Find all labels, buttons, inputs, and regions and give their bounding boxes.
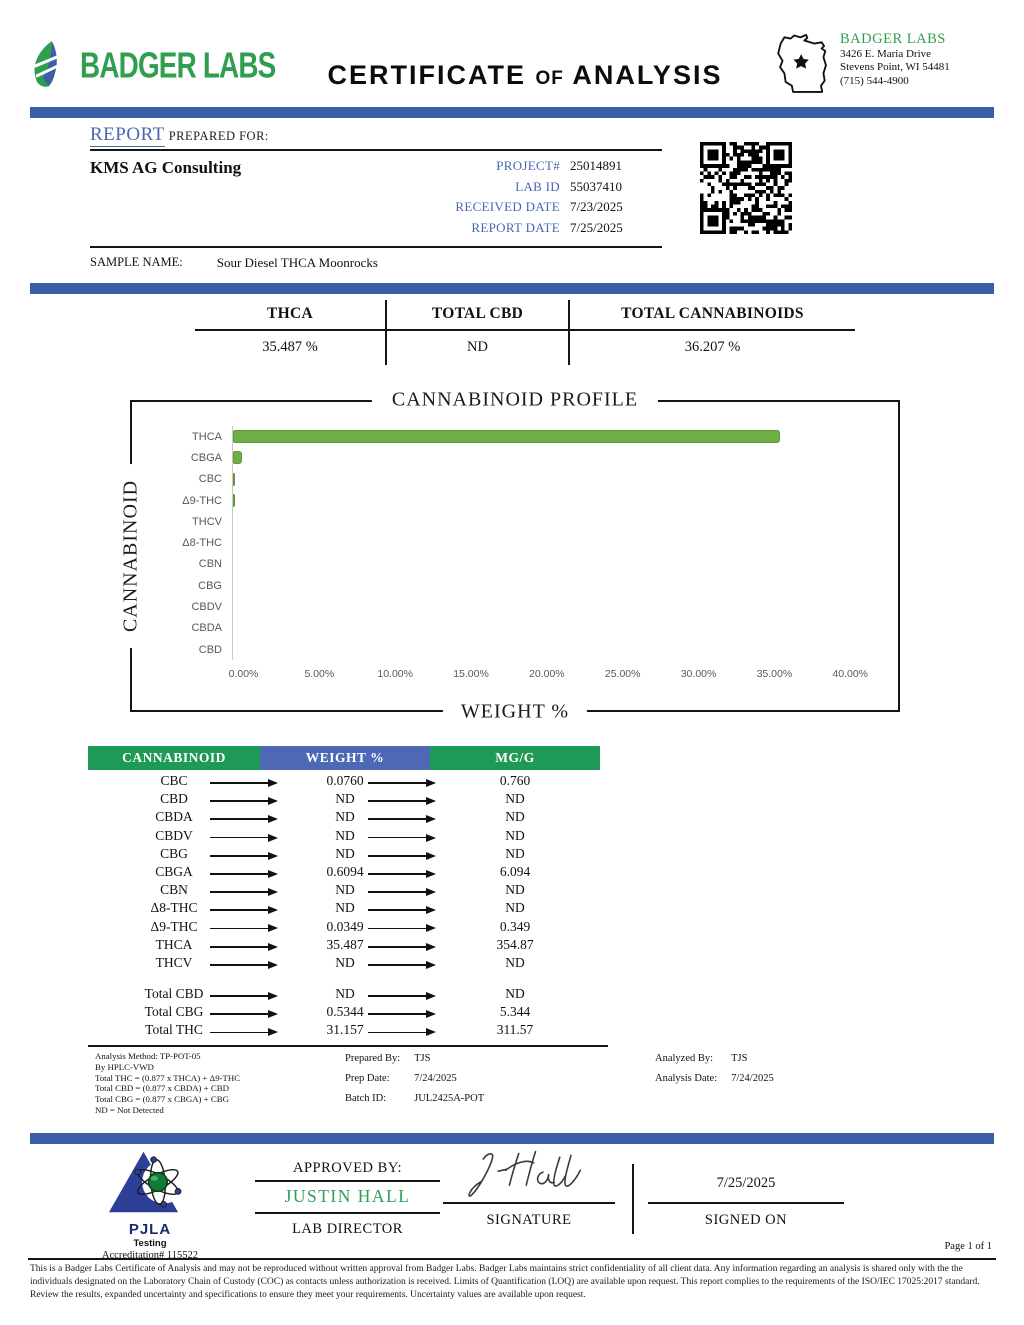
- arrow-icon: [368, 909, 434, 911]
- arrow-icon: [368, 855, 434, 857]
- chart-category-label: CBN: [198, 558, 222, 571]
- footnote-line: ND = Not Detected: [95, 1104, 164, 1115]
- mg-per-g-value: 0.760: [499, 773, 531, 788]
- cannabinoid-table-header: [88, 746, 600, 770]
- chart-category-label: CBD: [198, 643, 222, 656]
- cannabinoid-table: [88, 746, 600, 1047]
- footnote-line: By HPLC-VWD: [95, 1061, 154, 1072]
- pjla-logo-icon: [91, 1205, 209, 1222]
- client-name: KMS AG Consulting: [90, 158, 242, 177]
- footnote-line: Total CBD = (0.877 x CBDA) + CBD: [95, 1083, 229, 1094]
- chart-row: [148, 575, 876, 596]
- footer-disclaimer: This is a Badger Labs Certificate of Analysis and may not be reproduced without written approval from Badger Labs. Badger Labs maintains strict confidentiality of all client data. Any information regarding an analysis is shared only with the the individuals designated on the Laboratory Chain of Custody (COC) as contacts unless authorization is received. Limits of Quantification (LOQ) are available upon request. This report complies to the requirements of the ISO/IEC 17025:2017 standard. Review the results, expanded uncertainty and specifications to ensure they meet your requirements. Uncertainty values are available upon request.: [30, 1264, 980, 1301]
- arrow-icon: [368, 782, 434, 784]
- chart-row: [148, 639, 876, 660]
- signed-on-block: [648, 1146, 844, 1229]
- analysis-method-notes: [95, 1051, 345, 1116]
- chart-bar-track: [232, 490, 876, 511]
- signature-block: [443, 1146, 615, 1229]
- table-row: [88, 864, 600, 882]
- chart-bar-track: [232, 426, 876, 447]
- report-fields: [400, 156, 662, 238]
- chart-category-label: CBDV: [191, 601, 222, 614]
- pjla-testing-label: Testing: [133, 1238, 167, 1249]
- cannabinoid-name: CBC: [160, 773, 188, 788]
- table-row: [88, 791, 600, 809]
- mg-per-g-value: 5.344: [499, 1004, 531, 1020]
- field-label: LAB ID: [515, 178, 560, 194]
- footnote-line: Total THC = (0.877 x THCA) + Δ9-THC: [95, 1072, 241, 1083]
- mg-per-g-value: ND: [505, 809, 525, 825]
- pjla-accreditation-number: Accreditation# 115522: [101, 1250, 199, 1261]
- signature-label: SIGNATURE: [486, 1212, 572, 1228]
- sample-name-value: Sour Diesel THCA Moonrocks: [216, 255, 378, 270]
- table-row: [88, 986, 600, 1004]
- analysis-value: TJS: [731, 1053, 748, 1064]
- chart-bar-track: [232, 554, 876, 575]
- chart-bar-track: [232, 532, 876, 553]
- lab-address-1: 3426 E. Maria Drive: [840, 47, 932, 60]
- x-tick-label: 0.00%: [228, 668, 259, 681]
- chart-bar-track: [232, 511, 876, 532]
- mg-per-g-value: 0.349: [499, 918, 531, 934]
- table-row: [88, 846, 600, 864]
- weight-percent-value: ND: [335, 882, 355, 898]
- arrow-icon: [368, 891, 434, 893]
- field-value: 7/25/2025: [570, 219, 623, 235]
- lab-director-name: JUSTIN HALL: [255, 1182, 440, 1214]
- weight-percent-value: ND: [335, 900, 355, 916]
- prep-value: 7/24/2025: [414, 1073, 457, 1084]
- mg-per-g-value: ND: [505, 882, 525, 898]
- header: [28, 26, 1000, 106]
- prep-label: Prepared By:: [345, 1053, 401, 1064]
- cannabinoid-name: Total THC: [145, 1022, 203, 1038]
- cannabinoid-name: CBDV: [155, 827, 193, 843]
- x-tick-label: 40.00%: [832, 668, 869, 681]
- column-header-cannabinoid: CANNABINOID: [88, 746, 260, 770]
- arrow-icon: [368, 1013, 434, 1015]
- chart-category-label: CBGA: [190, 451, 222, 464]
- chart-row: [148, 596, 876, 617]
- chart-row: [148, 532, 876, 553]
- cannabinoid-name: CBG: [160, 845, 188, 861]
- arrow-icon: [368, 800, 434, 802]
- table-row: [88, 773, 600, 791]
- chart-row: [148, 618, 876, 639]
- chart-row: [148, 490, 876, 511]
- mg-per-g-value: 6.094: [499, 863, 531, 879]
- cannabinoid-name: CBGA: [155, 863, 193, 879]
- footnote-line: Total CBG = (0.877 x CBGA) + CBG: [95, 1094, 229, 1105]
- lab-address-block: [772, 29, 1000, 104]
- prep-value: TJS: [414, 1053, 431, 1064]
- analysis-info: [655, 1053, 774, 1084]
- table-bottom-rule: [88, 1045, 608, 1047]
- x-tick-label: 20.00%: [529, 668, 565, 681]
- cannabinoid-name: Δ8-THC: [150, 900, 198, 916]
- wisconsin-map-icon: [772, 29, 834, 104]
- chart-bar-track: [232, 618, 876, 639]
- report-label: REPORT: [90, 124, 165, 145]
- cannabinoid-name: CBN: [160, 882, 188, 898]
- signed-on-label: SIGNED ON: [704, 1212, 788, 1228]
- cannabinoid-table-totals: [88, 986, 600, 1041]
- footer-rule: [28, 1258, 996, 1260]
- weight-percent-value: 0.0349: [326, 918, 364, 934]
- mg-per-g-value: ND: [505, 827, 525, 843]
- chart-row: [148, 447, 876, 468]
- cannabinoid-name: Total CBD: [144, 986, 204, 1002]
- mg-per-g-value: ND: [505, 900, 525, 916]
- mg-per-g-value: ND: [505, 986, 525, 1002]
- pjla-accreditation-block: [80, 1146, 220, 1261]
- chart-row: [148, 469, 876, 490]
- cannabinoid-name: Δ9-THC: [150, 918, 198, 934]
- weight-percent-value: 0.6094: [326, 863, 364, 879]
- lab-address-2: Stevens Point, WI 54481: [840, 61, 950, 73]
- table-row: [88, 937, 600, 955]
- field-value: 25014891: [570, 158, 622, 173]
- x-tick-label: 5.00%: [304, 668, 335, 681]
- table-row: [88, 1004, 600, 1022]
- report-heading: [90, 124, 662, 151]
- divider-bar-top: [30, 107, 994, 118]
- prep-label: Batch ID:: [345, 1093, 387, 1104]
- arrow-icon: [368, 818, 434, 820]
- qr-code: [700, 142, 792, 234]
- table-row: [88, 828, 600, 846]
- chart-category-label: CBC: [198, 473, 222, 486]
- summary-value-total-cannabinoids: 36.207 %: [684, 339, 741, 355]
- field-value: 55037410: [570, 178, 622, 194]
- table-row: [88, 955, 600, 973]
- prep-label: Prep Date:: [345, 1073, 390, 1084]
- cannabinoid-table-body: [88, 773, 600, 973]
- chart-bar: [233, 473, 235, 486]
- mg-per-g-value: ND: [505, 791, 525, 807]
- analysis-label: Analysis Date:: [655, 1073, 718, 1084]
- pjla-name: PJLA: [128, 1221, 172, 1238]
- column-header-weight: WEIGHT %: [260, 746, 430, 770]
- weight-percent-value: ND: [335, 954, 355, 970]
- field-value: 7/23/2025: [570, 199, 623, 214]
- chart-row: [148, 426, 876, 447]
- chart-bar-track: [232, 447, 876, 468]
- arrow-icon: [368, 873, 434, 875]
- table-row: [88, 809, 600, 827]
- summary-value-thca: 35.487 %: [262, 339, 318, 355]
- mg-per-g-value: ND: [505, 954, 525, 970]
- footnote-line: Analysis Method: TP-POT-05: [95, 1051, 201, 1061]
- leaf-icon: [28, 38, 74, 95]
- chart-bar: [233, 430, 780, 443]
- arrow-icon: [368, 995, 434, 997]
- arrow-icon: [368, 837, 434, 839]
- arrow-icon: [368, 946, 434, 948]
- approval-divider: [632, 1164, 634, 1234]
- cannabinoid-name: THCA: [155, 936, 193, 952]
- field-label: RECEIVED DATE: [455, 199, 560, 214]
- chart-category-label: THCA: [192, 430, 222, 443]
- chart-plot-area: [148, 426, 876, 688]
- chart-bar-track: [232, 596, 876, 617]
- chart-bar: [233, 494, 235, 507]
- prep-value: JUL2425A-POT: [414, 1093, 485, 1104]
- chart-category-label: THCV: [192, 515, 222, 528]
- lab-director-title: LAB DIRECTOR: [292, 1221, 403, 1237]
- chart-x-axis-label: WEIGHT %: [443, 701, 587, 724]
- cannabinoid-name: CBDA: [155, 809, 193, 825]
- divider-bar-2: [30, 283, 994, 294]
- arrow-icon: [368, 1032, 434, 1034]
- page-number: Page 1 of 1: [944, 1241, 992, 1252]
- x-tick-label: 15.00%: [453, 668, 489, 681]
- weight-percent-value: 0.0760: [326, 773, 364, 788]
- cannabinoid-name: THCV: [155, 954, 193, 970]
- signature-image: [443, 1146, 615, 1202]
- weight-percent-value: ND: [335, 845, 355, 861]
- chart-bar: [233, 451, 242, 464]
- weight-percent-value: 0.5344: [326, 1004, 364, 1020]
- arrow-icon: [368, 964, 434, 966]
- chart-title: CANNABINOID PROFILE: [372, 389, 658, 412]
- logo-wordmark: BADGER LABS: [80, 45, 276, 86]
- summary-header-thca: THCA: [195, 300, 385, 331]
- mg-per-g-value: ND: [505, 845, 525, 861]
- sample-name-label: SAMPLE NAME:: [90, 255, 183, 269]
- chart-bar-track: [232, 575, 876, 596]
- weight-percent-value: ND: [335, 809, 355, 825]
- summary-header-total-cannabinoids: TOTAL CANNABINOIDS: [570, 300, 855, 331]
- lab-phone: (715) 544-4900: [840, 74, 909, 87]
- x-tick-label: 35.00%: [756, 668, 793, 681]
- summary-header-total-cbd: TOTAL CBD: [385, 300, 570, 331]
- summary-table: [195, 300, 855, 365]
- chart-category-label: CBDA: [191, 622, 222, 635]
- cannabinoid-name: Total CBG: [144, 1004, 204, 1020]
- signed-on-date: 7/25/2025: [716, 1175, 776, 1191]
- chart-bar-track: [232, 469, 876, 490]
- prep-info: [345, 1053, 484, 1104]
- analysis-value: 7/24/2025: [731, 1073, 774, 1084]
- chart-y-axis-label: CANNABINOID: [120, 464, 143, 648]
- badger-labs-logo: [28, 38, 278, 95]
- mg-per-g-value: 311.57: [496, 1022, 534, 1038]
- analysis-label: Analyzed By:: [655, 1053, 714, 1064]
- divider-bar-bottom: [30, 1133, 994, 1144]
- table-row: [88, 900, 600, 918]
- chart-category-label: CBG: [198, 579, 222, 592]
- cannabinoid-profile-chart: [119, 388, 900, 723]
- chart-plot-rows: [148, 426, 876, 660]
- weight-percent-value: ND: [335, 986, 355, 1002]
- column-header-mgg: MG/G: [430, 746, 600, 770]
- field-label: REPORT DATE: [471, 219, 560, 235]
- cannabinoid-name: CBD: [160, 791, 188, 807]
- prepared-for-label: PREPARED FOR:: [168, 129, 269, 143]
- x-tick-label: 25.00%: [604, 668, 641, 681]
- chart-x-axis: [228, 668, 877, 688]
- chart-row: [148, 554, 876, 575]
- mg-per-g-value: 354.87: [496, 936, 534, 952]
- approved-by-label: APPROVED BY:: [255, 1160, 440, 1182]
- chart-bar-track: [232, 639, 876, 660]
- chart-category-label: Δ9-THC: [182, 494, 222, 507]
- table-row: [88, 882, 600, 900]
- x-tick-label: 10.00%: [377, 668, 413, 681]
- weight-percent-value: 31.157: [326, 1022, 364, 1038]
- arrow-icon: [368, 928, 434, 930]
- table-row: [88, 919, 600, 937]
- x-tick-label: 30.00%: [680, 668, 717, 681]
- chart-row: [148, 511, 876, 532]
- summary-value-total-cbd: ND: [385, 331, 570, 365]
- report-info: [90, 124, 662, 271]
- weight-percent-value: 35.487: [326, 936, 364, 952]
- weight-percent-value: ND: [335, 791, 355, 807]
- page-title: CERTIFICATE OF ANALYSIS: [327, 59, 723, 90]
- approved-by-block: [255, 1160, 440, 1238]
- weight-percent-value: ND: [335, 827, 355, 843]
- chart-category-label: Δ8-THC: [182, 537, 222, 550]
- lab-name: BADGER LABS: [840, 30, 946, 47]
- table-row: [88, 1022, 600, 1040]
- field-label: PROJECT#: [496, 158, 560, 173]
